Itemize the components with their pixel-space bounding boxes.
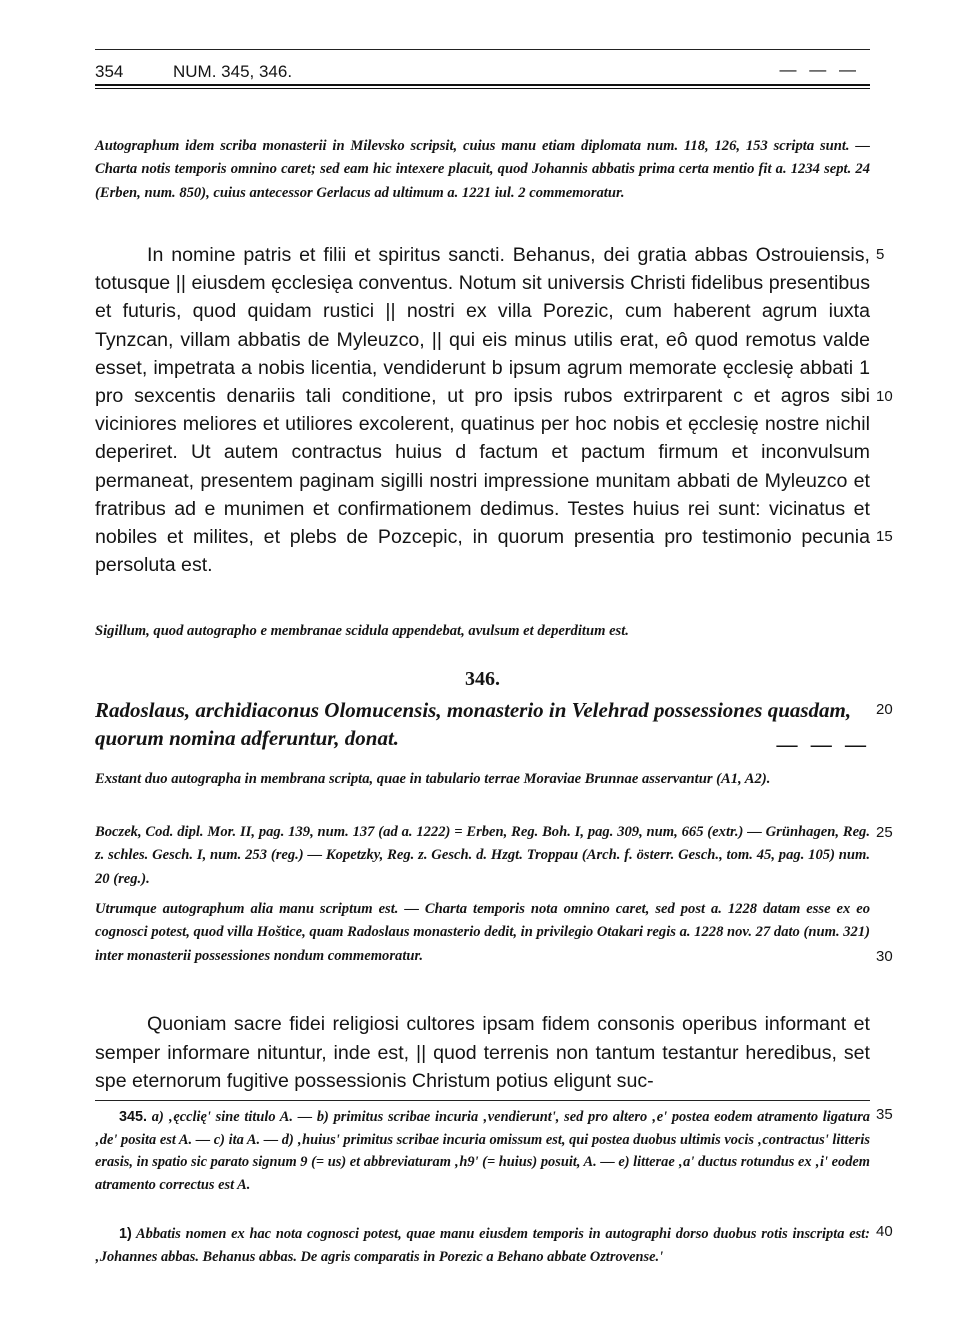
footnote-1-text: Abbatis nomen ex hac nota cognosci potest, quae manu eiusdem temporis in autographi dorso duobus rotis inscripta est: ‚Johannes abbas. Behanus abbas. De agris comparatis in Porezic a Behano abbate Oztrovense.' (95, 1226, 870, 1265)
header-rule-thick (95, 84, 870, 86)
running-header (95, 58, 870, 82)
doc346-text (95, 1010, 870, 1096)
line-number-10: 10 (876, 388, 893, 405)
doc346-note-autographa: Exstant duo autographa in membrana scripta, quae in tabulario terrae Moraviae Brunnae asservantur (A1, A2). (95, 771, 771, 787)
line-number-25: 25 (876, 824, 893, 841)
line-number-5: 5 (876, 246, 885, 263)
footnote-345-label: 345. (119, 1109, 148, 1125)
doc346-regest-text: Radoslaus, archidiaconus Olomucensis, monasterio in Velehrad possessiones quasdam, quorum nomina adferuntur, donat. (95, 698, 852, 750)
page-number: 354 (95, 62, 124, 81)
doc346-note-bibliography: Boczek, Cod. dipl. Mor. II, pag. 139, num. 137 (ad a. 1222) = Erben, Reg. Boh. I, pag. 309, num, 665 (extr.) — Grünhagen, Reg. z. schles. Gesch. I, num. 253 (reg.) — Kopetzky, Reg. z. Gesch. d. Hzgt. Troppau (Arch. f. österr. Gesch., tom. 45, pag. 105) num. 20 (reg.). (95, 824, 870, 887)
doc345-text (95, 241, 870, 579)
footnote-rule (95, 1100, 870, 1101)
line-number-35: 35 (876, 1106, 893, 1123)
regest-dash: — — — (776, 732, 870, 756)
doc346-number: 346. (465, 668, 500, 690)
header-top-rule (95, 49, 870, 50)
footnote-1-label: 1) (119, 1226, 132, 1242)
doc345-intro-note: Autographum idem scriba monasterii in Milevsko scripsit, cuius manu etiam diplomata num. 118, 126, 153 scripta sunt. — Charta notis temporis omnino caret; sed eam hic intexere placuit, quod Johannis abbatis prima certa mentio fit a. 1234 sept. 24 (Erben, num. 850), cuius antecessor Gerlacus ad ultimum a. 1221 iul. 2 commemoratur. (95, 138, 870, 201)
header-rule-thin (95, 88, 870, 89)
doc345-seal-note: Sigillum, quod autographo e membranae scidula appendebat, avulsum et deperditum est. (95, 623, 629, 639)
footnote-345-text: a) ‚ęcclię' sine titulo A. — b) primitus scribae incuria ‚vendierunt', sed pro altero ‚e' postea eodem atramento ligatura ‚de' posita est A. — c) ita A. — d) ‚huius' primitus scribae incuria omissum est, qui postea duobus ultimis vocis ‚contractus' litteris erasis, in spatio sic parato signum 9 (= us) et abbreviaturam ‚h9' (= huius) posuit, A. — e) litterae ‚a' ductus rotundus ex ‚i' eodem atramento correctus est A. (95, 1109, 870, 1193)
running-title: NUM. 345, 346. (173, 62, 293, 81)
footnote-1 (95, 1223, 870, 1268)
line-number-15: 15 (876, 528, 893, 545)
header-dash: — — — (779, 60, 860, 79)
line-number-20: 20 (876, 701, 893, 718)
line-number-30: 30 (876, 948, 893, 965)
doc345-text-body: In nomine patris et filii et spiritus sancti. Behanus, dei gratia abbas Ostrouiensis, totusque || eiusdem ęcclesięa conventus. Notum sit universis Christi fidelibus presentibus et futuris, quod quidam rustici || nostri ex villa Porezic, cum haberent agrum iuxta Tynzcan, villam abbatis de Myleuzco, || qui eis minus utilis erat, eô quod remotus valde esset, impetrata a nobis licentia, vendiderunt b ipsum agrum memorate ęcclesię abbati 1 pro sexcentis denariis tali conditione, ut pro ipsis rubos extrirparent c et agros sibi viciniores meliores et utiliores excolerent, quatinus per hoc nobis et ęcclesię nostre nichil deperiret. Ut autem contractus huius d factum et pactum firmum et inconvulsum permaneat, presentem paginam sigilli nostri impressione munitam abbati de Myleuzco et fratribus ad e munimen et confirmationem dedimus. Testes huius rei sunt: vicinatus et nobiles et milites, et plebs de Pozcepic, in quorum presentia pro testimonio pecunia persoluta est. (95, 244, 870, 577)
doc346-text-body: Quoniam sacre fidei religiosi cultores ipsam fidem consonis operibus informant et semper informare nituntur, inde est, || quod terrenis non tantum testantur heredibus, set spe eternorum fugitive possessionis Christum potius eligunt suc- (95, 1013, 870, 1092)
doc346-regest (95, 696, 870, 758)
doc346-note-dating: Utrumque autographum alia manu scriptum est. — Charta temporis nota omnino caret, sed post a. 1228 datam esse ex eo cognosci potest, quod villa Hoštice, quam Radoslaus monasterio dedit, in privilegio Otakari regis a. 1228 nov. 27 dato (num. 321) inter monasterii possessiones nondum commemoratur. (95, 901, 870, 964)
line-number-40: 40 (876, 1223, 893, 1240)
footnotes-345 (95, 1106, 870, 1196)
